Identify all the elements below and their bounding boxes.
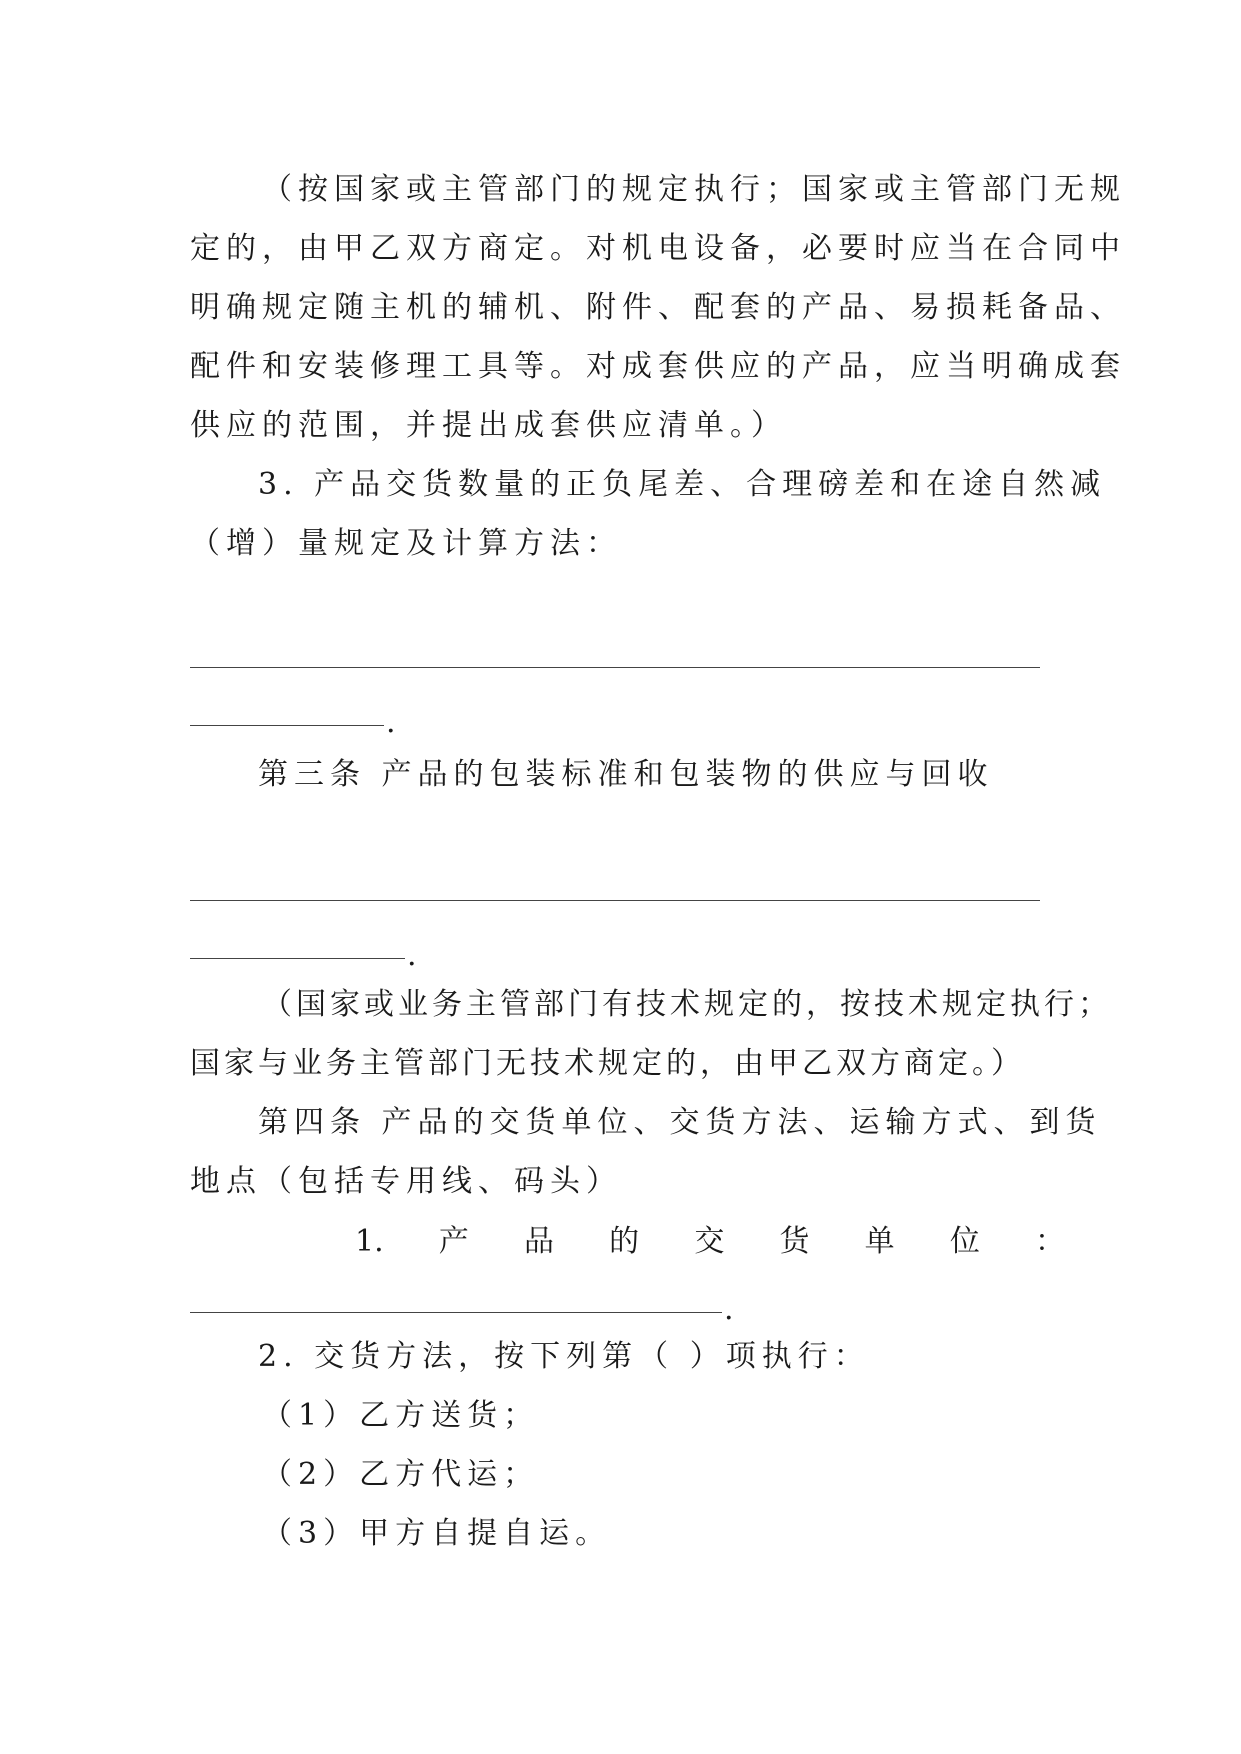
paragraph-line: 供应的范围，并提出成套供应清单。） xyxy=(190,408,787,443)
spread-char: 品 xyxy=(523,1224,554,1259)
paragraph-line: （按国家或主管部门的规定执行；国家或主管部门无规 xyxy=(262,172,1126,207)
spread-char: 位 xyxy=(949,1224,980,1259)
article-4-heading: 第四条 产品的交货单位、交货方法、运输方式、到货 xyxy=(258,1105,1102,1140)
spread-char: 交 xyxy=(694,1224,725,1259)
paragraph-line: 配件和安装修理工具等。对成套供应的产品，应当明确成套 xyxy=(190,349,1126,384)
item-3-line: 3. 产品交货数量的正负尾差、合理磅差和在途自然减 xyxy=(258,467,1107,502)
spread-char: 产 xyxy=(438,1224,469,1259)
spread-char: 货 xyxy=(779,1224,810,1259)
paragraph-line: 明确规定随主机的辅机、附件、配套的产品、易损耗备品、 xyxy=(190,290,1126,325)
fill-in-blank-line xyxy=(190,725,384,726)
period: . xyxy=(386,705,396,740)
article-3-heading: 第三条 产品的包装标准和包装物的供应与回收 xyxy=(258,757,994,792)
fill-in-blank-line xyxy=(190,958,405,959)
option-item: （3）甲方自提自运。 xyxy=(262,1516,612,1551)
period: . xyxy=(724,1292,734,1327)
period: . xyxy=(407,938,417,973)
spread-char: 1. xyxy=(355,1224,384,1259)
item-3-line: （增）量规定及计算方法： xyxy=(190,526,622,561)
paragraph-line: （国家或业务主管部门有技术规定的，按技术规定执行； xyxy=(262,987,1112,1022)
paragraph-line: 国家与业务主管部门无技术规定的，由甲乙双方商定。） xyxy=(190,1046,1025,1081)
option-item: （1）乙方送货； xyxy=(262,1398,540,1433)
spread-char: ： xyxy=(1035,1224,1065,1259)
spread-char: 单 xyxy=(864,1224,895,1259)
option-item: （2）乙方代运； xyxy=(262,1457,540,1492)
article-4-heading: 地点（包括专用线、码头） xyxy=(190,1164,622,1199)
spread-char: 的 xyxy=(609,1224,640,1259)
item-2-line: 2. 交货方法，按下列第（ ）项执行： xyxy=(258,1339,870,1374)
fill-in-blank-line xyxy=(190,900,1040,901)
fill-in-blank-line xyxy=(190,1312,722,1313)
fill-in-blank-line xyxy=(190,667,1040,668)
item-1-delivery-unit xyxy=(355,1222,1065,1262)
paragraph-line: 定的，由甲乙双方商定。对机电设备，必要时应当在合同中 xyxy=(190,231,1126,266)
